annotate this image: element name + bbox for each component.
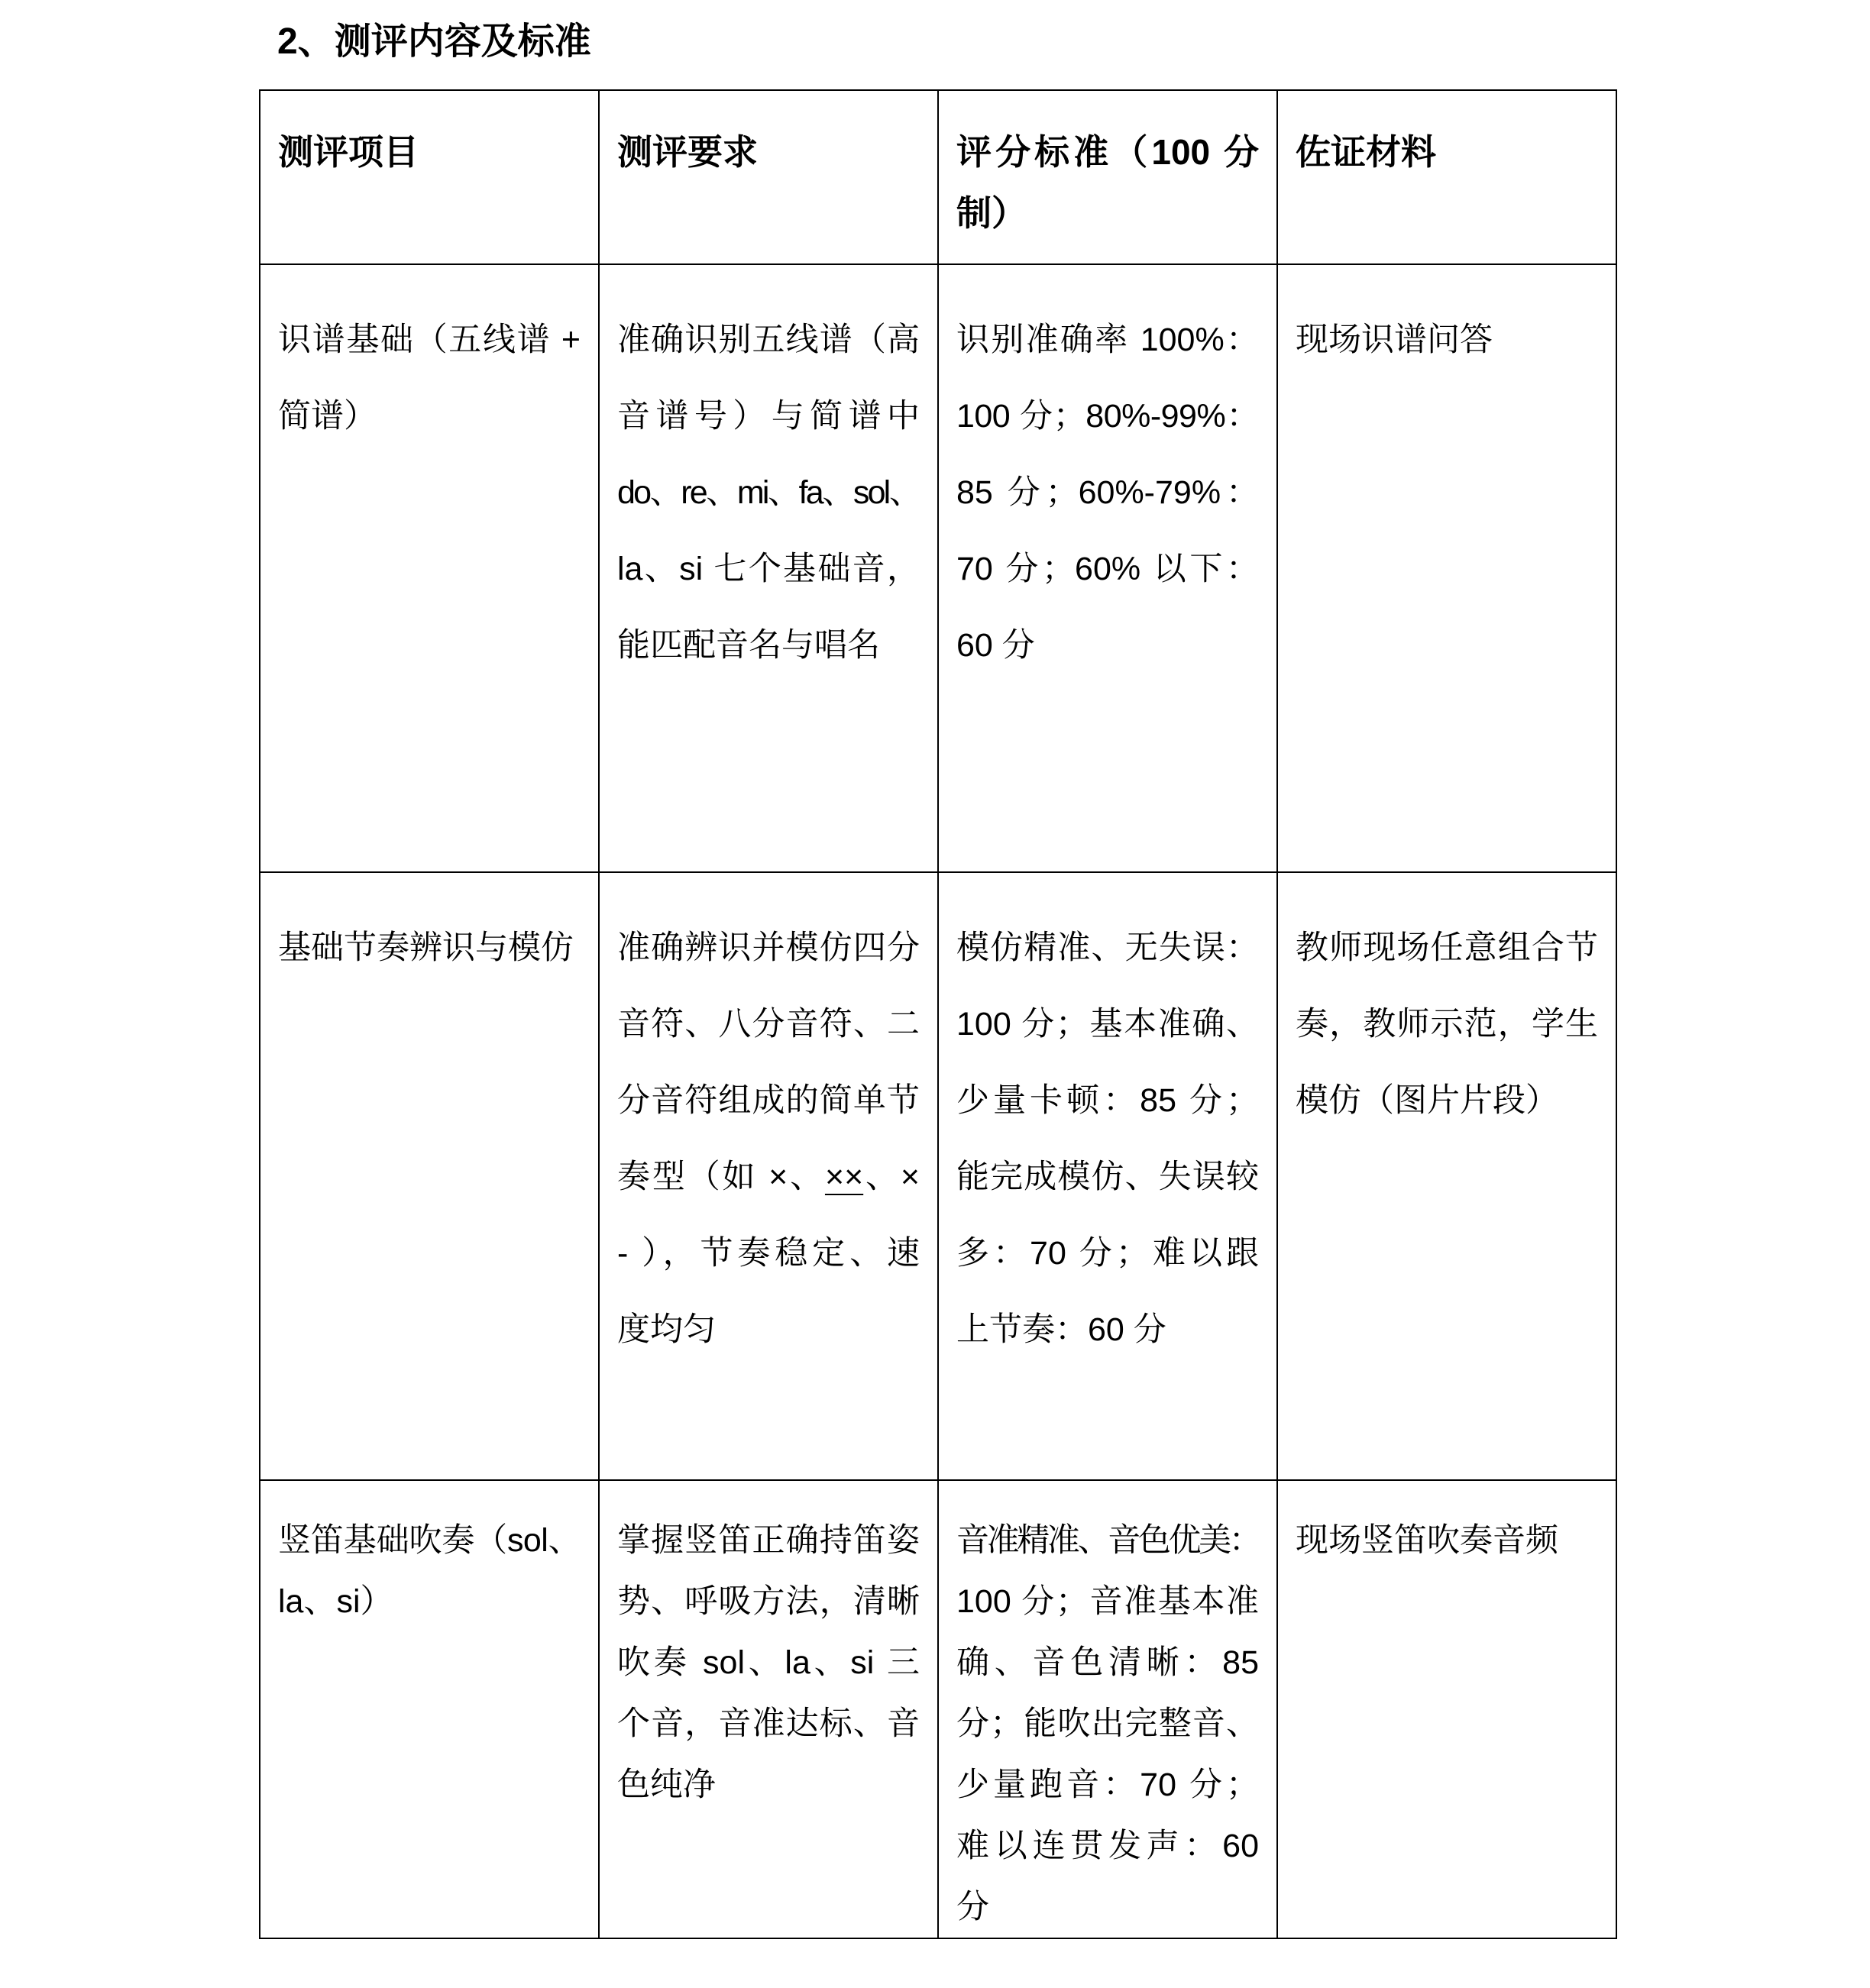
cell-text-line: 简谱）: [278, 398, 377, 435]
header-cell-evidence: [1277, 90, 1616, 264]
cell-assessment-item: [260, 872, 599, 1480]
cell-text-line: 色纯净: [617, 1767, 716, 1803]
cell-text-line: 分音符组成的简单节: [617, 1082, 920, 1119]
assessment-table: [259, 89, 1617, 1939]
cell-text-line: 奏，教师示范，学生: [1296, 1006, 1598, 1042]
header-text-line: 评分标准（100 分: [956, 132, 1259, 172]
cell-text-line: 模仿（图片片段）: [1296, 1082, 1558, 1119]
cell-text-line: 100 分；基本准确、: [956, 1006, 1259, 1042]
cell-text-line: 能匹配音名与唱名: [617, 627, 880, 664]
cell-text-line: 势、呼吸方法，清晰: [617, 1583, 920, 1620]
cell-text-line: 准确识别五线谱（高: [617, 322, 920, 358]
cell-text-line: 基础节奏辨识与模仿: [278, 929, 574, 966]
cell-text-line: 掌握竖笛正确持笛姿: [617, 1522, 920, 1559]
cell-text-line: 难以连贯发声：60: [956, 1828, 1259, 1864]
cell-text-line: - ），节奏稳定、速: [617, 1235, 920, 1272]
cell-text-line: 确、音色清晰：85: [956, 1644, 1259, 1681]
cell-evidence: [1277, 872, 1616, 1480]
cell-text-line: 现场竖笛吹奏音频: [1296, 1522, 1558, 1559]
cell-text-line: 分；能吹出完整音、: [956, 1705, 1259, 1742]
header-text-line: 测评要求: [617, 132, 758, 172]
cell-text-line: 少量跑音：70 分；: [956, 1767, 1259, 1803]
rhythm-example-text: 奏型（如 ×、: [617, 1159, 825, 1195]
eighth-note-pair: ××: [824, 1159, 864, 1195]
cell-text-line: 70 分；60% 以下：: [956, 551, 1259, 587]
cell-assessment-item: [260, 1480, 599, 1938]
cell-text-line: [617, 1139, 920, 1215]
cell-text-line: 多：70 分；难以跟: [956, 1235, 1259, 1272]
header-cell-scoring-criteria: [938, 90, 1277, 264]
cell-text-line: 音符、八分音符、二: [617, 1006, 920, 1042]
cell-text-line: la、si 七个基础音，: [617, 551, 920, 587]
cell-requirements: [599, 1480, 938, 1938]
cell-text-line: 模仿精准、无失误：: [956, 929, 1259, 966]
cell-text-line: 度均匀: [617, 1311, 716, 1348]
section-title: 2、测评内容及标准: [277, 21, 591, 62]
cell-text-line: 现场识谱问答: [1296, 322, 1493, 358]
rhythm-example-text: 、×: [863, 1159, 920, 1195]
cell-text-line: 音谱号）与简谱中: [617, 398, 920, 435]
cell-requirements: [599, 264, 938, 872]
table-row-recorder-playing: [260, 1480, 1616, 1938]
cell-text-line: 吹奏 sol、la、si 三: [617, 1644, 920, 1681]
table-row-rhythm-recognition: [260, 872, 1616, 1480]
table-row-notation-basics: [260, 264, 1616, 872]
cell-text-line: 上节奏：60 分: [956, 1311, 1166, 1348]
cell-text-line: 能完成模仿、失误较: [956, 1159, 1259, 1195]
cell-text-line: la、si）: [278, 1583, 393, 1620]
cell-text-line: 识别准确率 100%：: [956, 322, 1259, 358]
cell-text-line: 音准精准、音色优美：: [956, 1522, 1259, 1559]
cell-scoring-criteria: [938, 1480, 1277, 1938]
cell-text-line: 教师现场任意组合节: [1296, 929, 1598, 966]
cell-text-line: 竖笛基础吹奏（sol、: [278, 1522, 581, 1559]
cell-text-line: 85 分；60%-79%：: [956, 474, 1259, 511]
header-cell-requirements: [599, 90, 938, 264]
cell-text-line: 识谱基础（五线谱 +: [278, 322, 581, 358]
cell-text-line: 个音，音准达标、音: [617, 1705, 920, 1742]
cell-evidence: [1277, 1480, 1616, 1938]
cell-text-line: do、re、mi、fa、sol、: [617, 474, 920, 511]
cell-text-line: 100 分；80%-99%：: [956, 398, 1259, 435]
header-text-line: 测评项目: [278, 132, 419, 172]
cell-text-line: 分: [956, 1889, 989, 1925]
cell-text-line: 少量卡顿：85 分；: [956, 1082, 1259, 1119]
cell-text-line: 60 分: [956, 627, 1035, 664]
cell-scoring-criteria: [938, 872, 1277, 1480]
cell-assessment-item: [260, 264, 599, 872]
cell-requirements: [599, 872, 938, 1480]
header-text-line: 制）: [956, 193, 1027, 233]
table-header-row: [260, 90, 1616, 264]
header-cell-assessment-item: [260, 90, 599, 264]
cell-evidence: [1277, 264, 1616, 872]
cell-text-line: 准确辨识并模仿四分: [617, 929, 920, 966]
header-text-line: 佐证材料: [1296, 132, 1436, 172]
cell-scoring-criteria: [938, 264, 1277, 872]
cell-text-line: 100 分；音准基本准: [956, 1583, 1259, 1620]
